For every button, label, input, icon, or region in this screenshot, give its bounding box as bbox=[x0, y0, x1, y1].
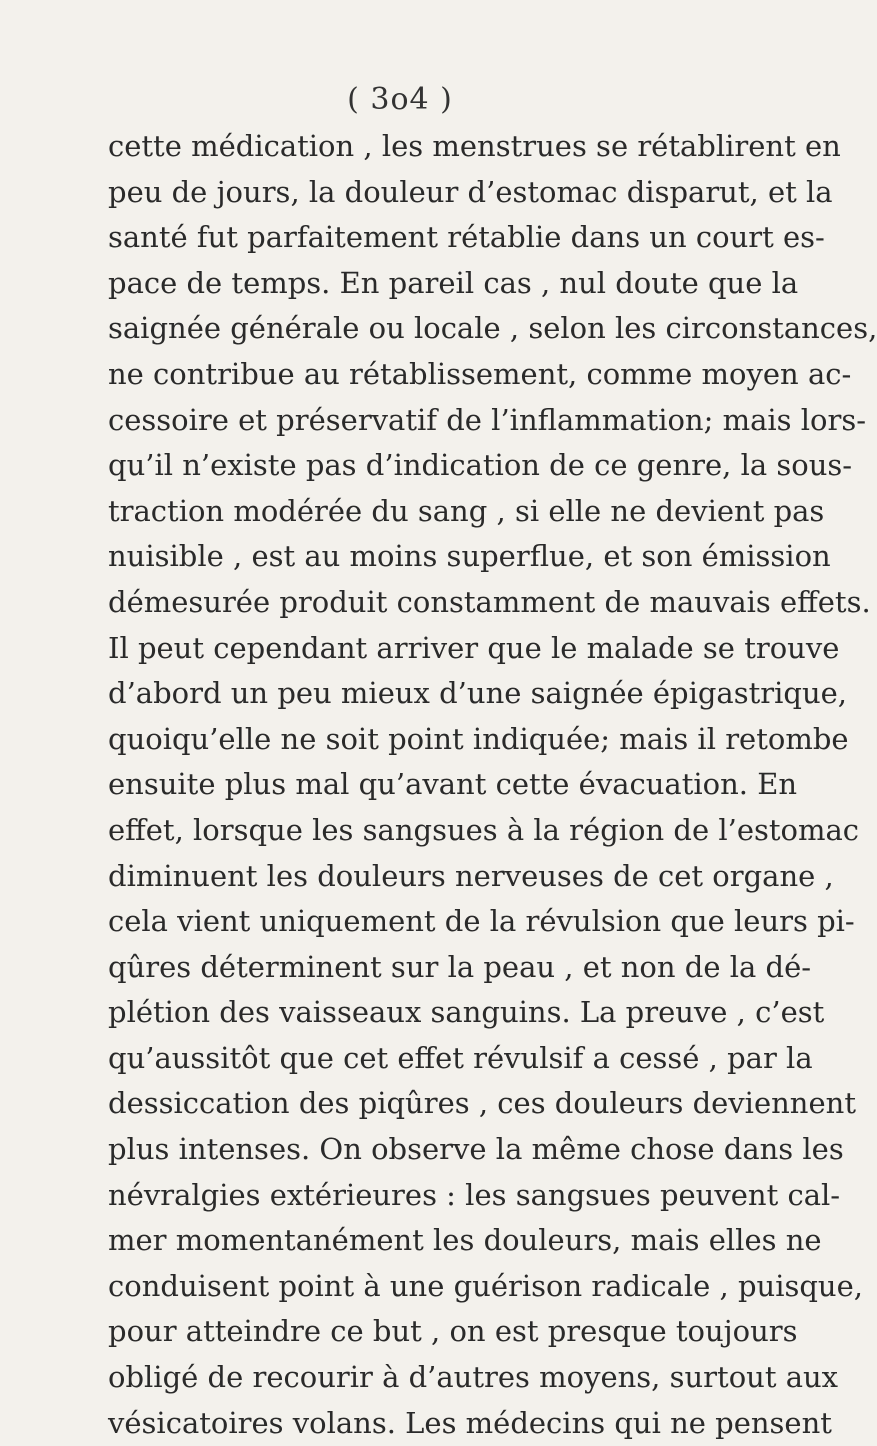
text-line: mer momentanément les douleurs, mais elles ne bbox=[108, 1223, 822, 1258]
text-line: ne contribue au rétablissement, comme moyen ac- bbox=[108, 356, 852, 391]
text-line: plétion des vaisseaux sanguins. La preuve , c’est bbox=[108, 995, 825, 1030]
text-line: d’abord un peu mieux d’une saignée épigastrique, bbox=[108, 676, 848, 711]
text-line: santé fut parfaitement rétablie dans un court es- bbox=[108, 220, 825, 255]
text-line: dessiccation des piqûres , ces douleurs deviennent bbox=[108, 1086, 856, 1121]
text-line: vésicatoires volans. Les médecins qui ne pensent bbox=[108, 1405, 832, 1440]
text-line: démesurée produit constamment de mauvais effets. bbox=[108, 584, 871, 619]
text-line: cela vient uniquement de la révulsion que leurs pi- bbox=[108, 904, 855, 939]
text-line: pour atteindre ce but , on est presque toujours bbox=[108, 1314, 798, 1349]
text-line: ensuite plus mal qu’avant cette évacuation. En bbox=[108, 767, 798, 802]
text-line: pace de temps. En pareil cas , nul doute que la bbox=[108, 265, 799, 300]
page-number: ( 3o4 ) bbox=[347, 82, 453, 117]
text-line: névralgies extérieures : les sangsues peuvent cal- bbox=[108, 1177, 841, 1212]
text-line: cette médication , les menstrues se rétablirent en bbox=[108, 129, 841, 163]
text-line: quoiqu’elle ne soit point indiquée; mais il retombe bbox=[108, 721, 849, 756]
text-line: obligé de recourir à d’autres moyens, surtout aux bbox=[108, 1360, 839, 1395]
text-line: qu’il n’existe pas d’indication de ce genre, la sous- bbox=[108, 448, 853, 483]
text-line: nuisible , est au moins superflue, et son émission bbox=[108, 539, 831, 574]
text-line: diminuent les douleurs nerveuses de cet organe , bbox=[108, 858, 834, 893]
text-line: effet, lorsque les sangsues à la région de l’estomac bbox=[108, 812, 860, 847]
text-line: peu de jours, la douleur d’estomac disparut, et la bbox=[108, 174, 833, 209]
text-line: plus intenses. On observe la même chose dans les bbox=[108, 1132, 844, 1167]
text-line: saignée générale ou locale , selon les circonstances, bbox=[108, 311, 877, 346]
text-line: qu’aussitôt que cet effet révulsif a cessé , par la bbox=[108, 1040, 813, 1075]
text-line: qûres déterminent sur la peau , et non de la dé- bbox=[108, 949, 812, 984]
text-line: traction modérée du sang , si elle ne devient pas bbox=[108, 493, 825, 528]
body-text bbox=[108, 124, 877, 1446]
text-line: cessoire et préservatif de l’inflammation; mais lors- bbox=[108, 402, 867, 437]
text-line: conduisent point à une guérison radicale , puisque, bbox=[108, 1268, 863, 1303]
text-line: Il peut cependant arriver que le malade se trouve bbox=[108, 630, 840, 665]
